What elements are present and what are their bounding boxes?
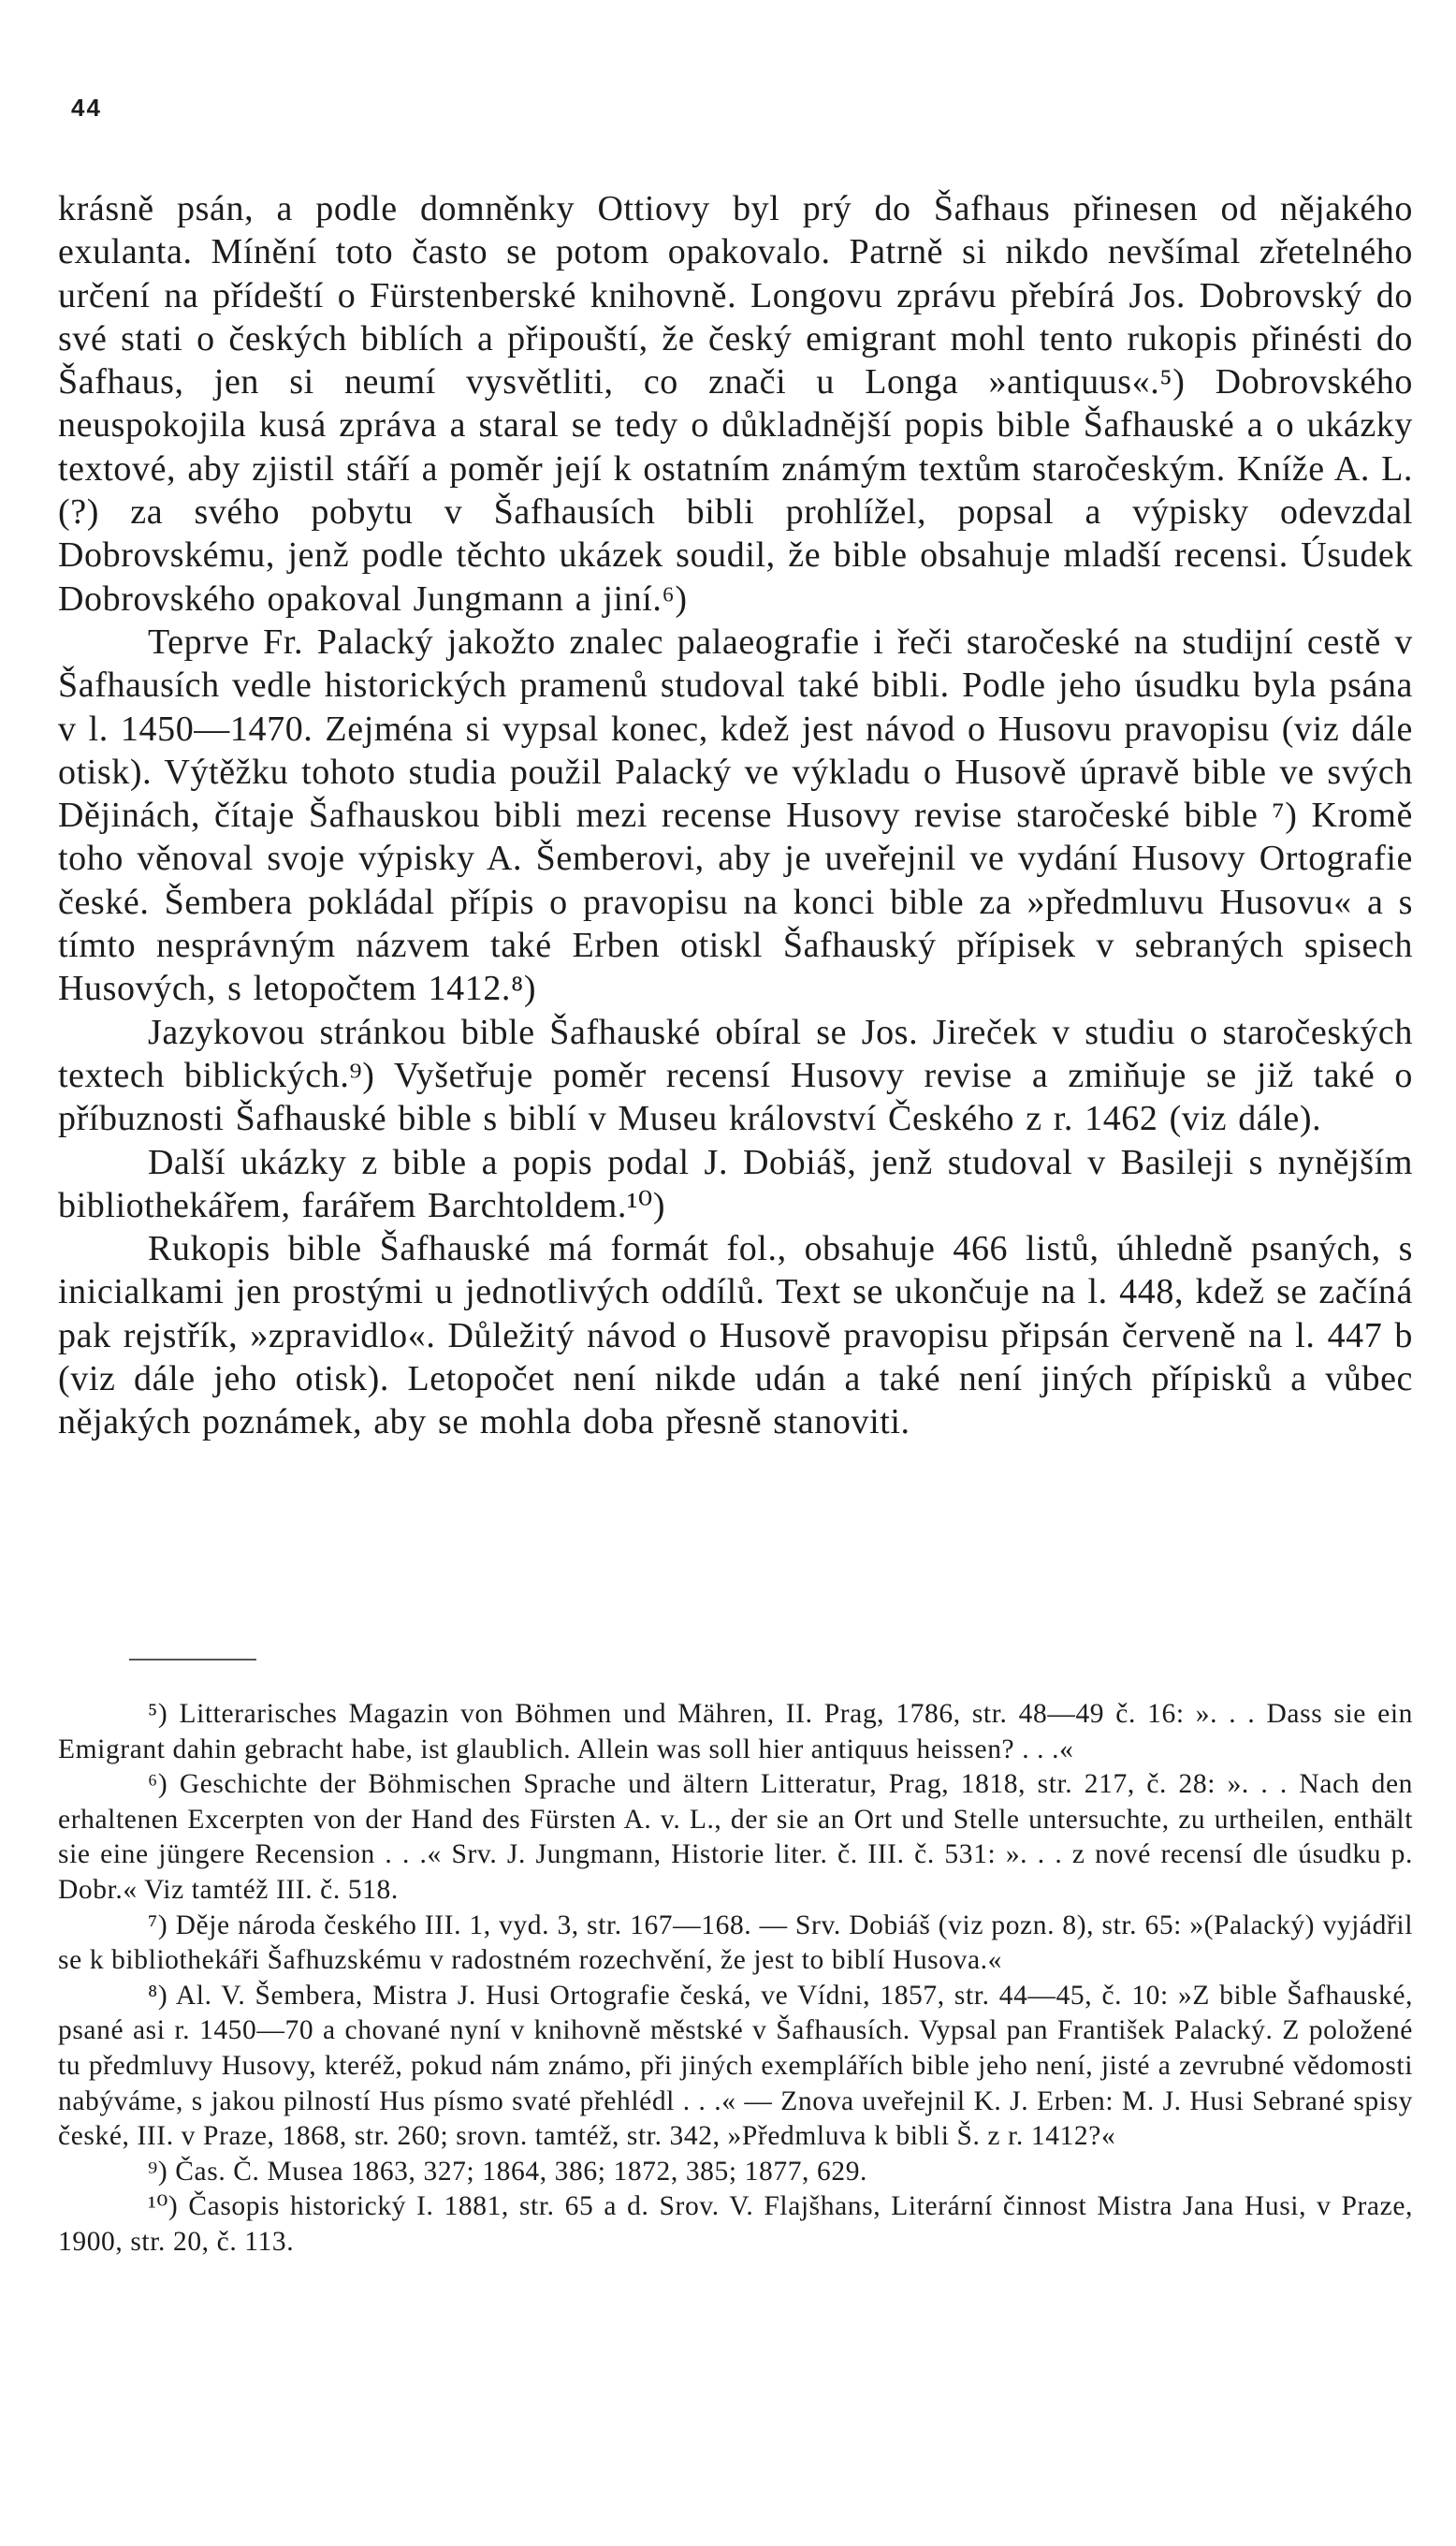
footnote-divider <box>129 1659 256 1661</box>
footnote: ⁵) Litterarisches Magazin von Böhmen und Mähren, II. Prag, 1786, str. 48—49 č. 16: ». . . Dass sie ein Emigrant dahin gebracht habe, ist glaublich. Allein was soll hier antiquus heissen? . . .« <box>58 1699 1413 1764</box>
footnote: ¹⁰) Časopis historický I. 1881, str. 65 a d. Srov. V. Flajšhans, Literární činnost Mistra Jana Husi, v Praze, 1900, str. 20, č. 113. <box>58 2191 1413 2257</box>
footnote: ⁹) Čas. Č. Musea 1863, 327; 1864, 386; 1872, 385; 1877, 629. <box>148 2156 868 2187</box>
main-text <box>58 187 1413 1444</box>
body-paragraph: Teprve Fr. Palacký jakožto znalec palaeografie i řeči staročeské na studijní cestě v Šafhausích vedle historických pramenů studoval také bibli. Podle jeho úsudku byla psána v l. 1450—1470. Zejména si vypsal konec, kdež jest návod o Husovu pravopisu (viz dále otisk). Výtěžku tohoto studia použil Palacký ve výkladu o Husově úpravě bible ve svých Dějinách, čítaje Šafhauskou bibli mezi recense Husovy revise staročeské bible ⁷) Kromě toho věnoval svoje výpisky A. Šemberovi, aby je uveřejnil ve vydání Husovy Ortografie české. Šembera pokládal přípis o pravopisu na konci bible za »předmluvu Husovu« a s tímto nesprávným názvem také Erben otiskl Šafhauský přípisek v sebraných spisech Husových, s letopočtem 1412.⁸) <box>58 622 1413 1009</box>
body-paragraph: Jazykovou stránkou bible Šafhauské obíral se Jos. Jireček v studiu o staročeských textech biblických.⁹) Vyšetřuje poměr recensí Husovy revise a zmiňuje se již také o příbuznosti Šafhauské bible s biblí v Museu království Českého z r. 1462 (viz dále). <box>58 1012 1413 1139</box>
body-paragraph: Další ukázky z bible a popis podal J. Dobiáš, jenž studoval v Basileji s nynějším bibliothekářem, farářem Barchtoldem.¹⁰) <box>58 1142 1413 1225</box>
footnote: ⁷) Děje národa českého III. 1, vyd. 3, str. 167—168. — Srv. Dobiáš (viz pozn. 8), str. 65: »(Palacký) vyjádřil se k bibliothekáři Šafhuzskému v radostném rozechvění, že jest to biblí Husova.« <box>58 1910 1413 1976</box>
page-number: 44 <box>71 94 102 122</box>
footnotes <box>58 1697 1413 2261</box>
body-paragraph: krásně psán, a podle domněnky Ottiovy byl prý do Šafhaus přinesen od nějakého exulanta. Mínění toto často se potom opakovalo. Patrně si nikdo nevšímal zřetelného určení na přídeští o Fürstenberské knihovně. Longovu zprávu přebírá Jos. Dobrovský do své stati o českých biblích a připouští, že český emigrant mohl tento rukopis přinésti do Šafhaus, jen si neumí vysvětliti, co znači u Longa »antiquus«.⁵) Dobrovského neuspokojila kusá zpráva a staral se tedy o důkladnější popis bible Šafhauské a o ukázky textové, aby zjistil stáří a poměr její k ostatním známým textům staročeským. Kníže A. L. (?) za svého pobytu v Šafhausích bibli prohlížel, popsal a výpisky odevzdal Dobrovskému, jenž podle těchto ukázek soudil, že bible obsahuje mladší recensi. Úsudek Dobrovského opakoval Jungmann a jiní.⁶) <box>58 189 1413 619</box>
body-paragraph: Rukopis bible Šafhauské má formát fol., obsahuje 466 listů, úhledně psaných, s inicialkami jen prostými u jednotlivých oddílů. Text se ukončuje na l. 448, kdež se začíná pak rejstřík, »zpravidlo«. Důležitý návod o Husově pravopisu připsán červeně na l. 447 b (viz dále jeho otisk). Letopočet není nikde udán a také není jiných přípisků a vůbec nějakých poznámek, aby se mohla doba přesně stanoviti. <box>58 1229 1413 1442</box>
footnote: ⁶) Geschichte der Böhmischen Sprache und ältern Litteratur, Prag, 1818, str. 217, č. 28: ». . . Nach den erhaltenen Excerpten von der Hand des Fürsten A. v. L., der sie an Ort und Stelle untersuchte, zu urtheilen, enthält sie eine jüngere Recension . . .« Srv. J. Jungmann, Historie liter. č. III. č. 531: ». . . z nové recensí dle úsudku p. Dobr.« Viz tamtéž III. č. 518. <box>58 1769 1413 1905</box>
footnote: ⁸) Al. V. Šembera, Mistra J. Husi Ortografie česká, ve Vídni, 1857, str. 44—45, č. 10: »Z bible Šafhauské, psané asi r. 1450—70 a chované nyní v knihovně městské v Šafhausích. Vypsal pan František Palacký. Z položené tu předmluvy Husovy, kteréž, pokud nám známo, při jiných exemplářích bible jeho není, jisté a zevrubné vědomosti nabýváme, s jakou pilností Hus písmo svaté přehlédl . . .« — Znova uveřejnil K. J. Erben: M. J. Husi Sebrané spisy české, III. v Praze, 1868, str. 260; srovn. tamtéž, str. 342, »Předmluva k bibli Š. z r. 1412?« <box>58 1980 1413 2152</box>
